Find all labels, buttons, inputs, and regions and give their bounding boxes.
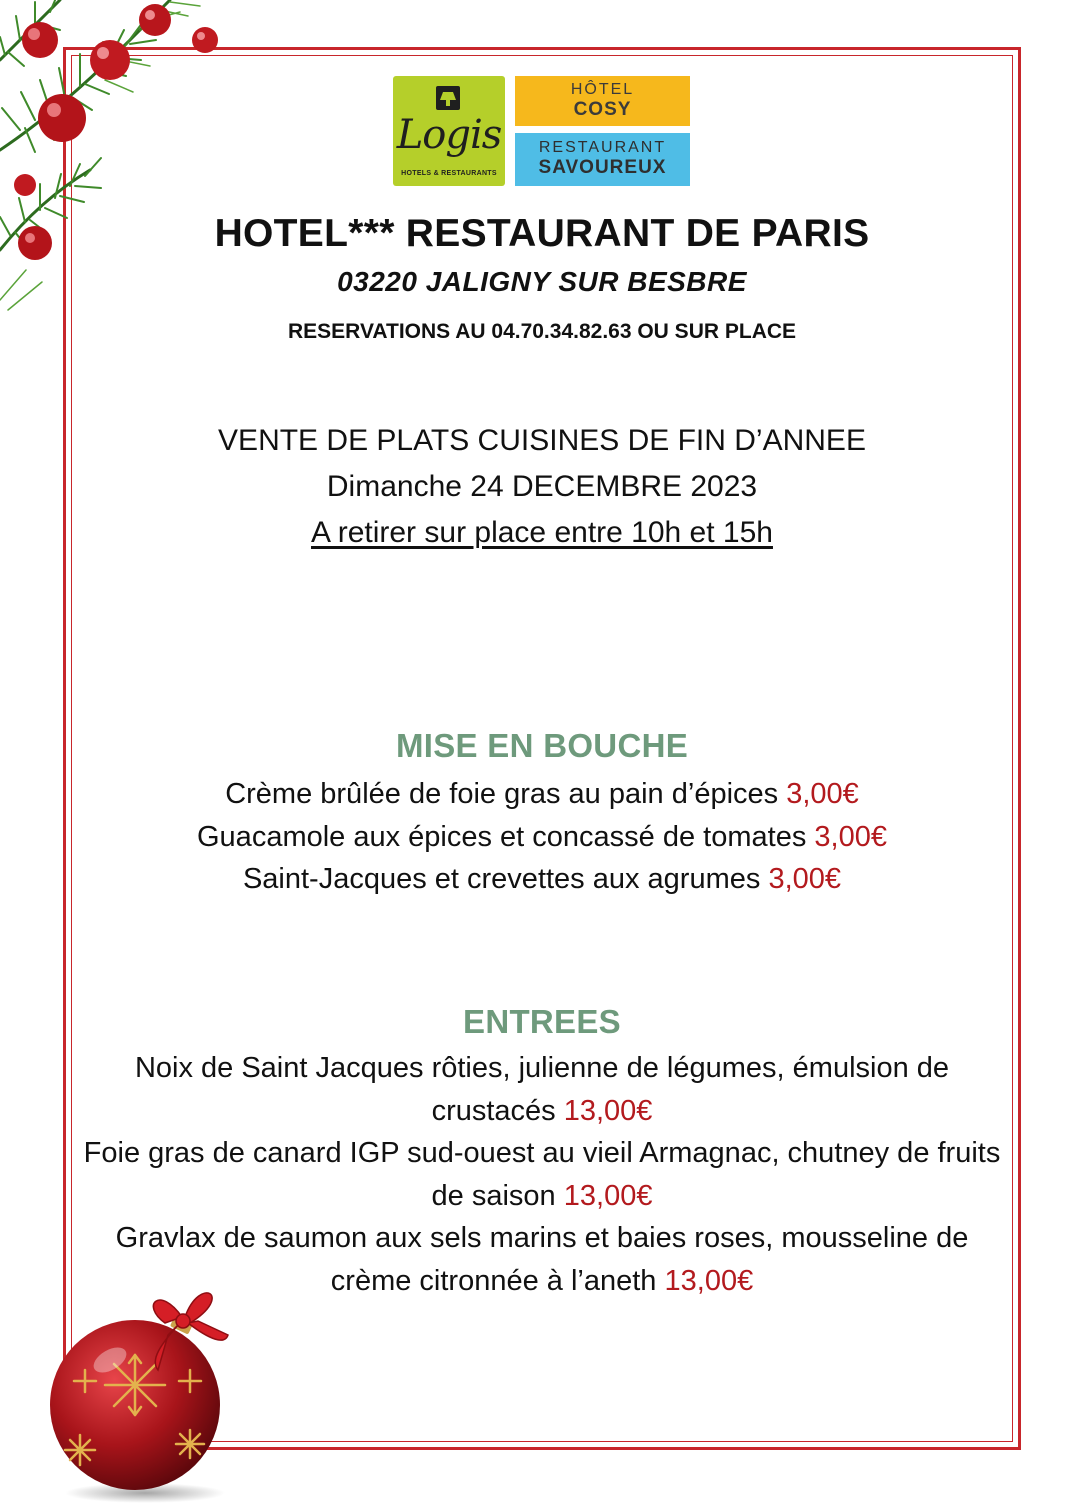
page-title: HOTEL*** RESTAURANT DE PARIS bbox=[214, 212, 870, 255]
menu-item bbox=[78, 1047, 1006, 1132]
menu-item-text: Guacamole aux épices et concassé de tomates bbox=[197, 820, 807, 853]
menu-item-text: Foie gras de canard IGP sud-ouest au vieil Armagnac, chutney de fruits de saison bbox=[83, 1137, 1001, 1212]
menu-item-price: 3,00€ bbox=[768, 863, 842, 895]
menu-item bbox=[70, 816, 1014, 859]
hotel-cosy-badge bbox=[515, 76, 690, 126]
menu-item bbox=[78, 1217, 1006, 1302]
section-title-entrees: ENTREES bbox=[463, 1003, 621, 1040]
pickup-info: A retirer sur place entre 10h et 15h bbox=[311, 516, 773, 549]
restaurant-savoureux-badge bbox=[515, 133, 690, 186]
logis-wordmark: Logis bbox=[396, 112, 502, 158]
restaurant-label: RESTAURANT bbox=[538, 139, 667, 156]
hotel-label: HÔTEL bbox=[570, 81, 635, 98]
lamp-icon bbox=[433, 84, 463, 114]
hotel-value: COSY bbox=[573, 99, 632, 120]
section-items-mise-en-bouche bbox=[70, 773, 1014, 901]
menu-item-price: 3,00€ bbox=[786, 778, 859, 810]
announcement-line1: VENTE DE PLATS CUISINES DE FIN D’ANNEE bbox=[218, 424, 866, 457]
address-city: 03220 JALIGNY SUR BESBRE bbox=[337, 266, 747, 297]
menu-item-text: Crème brûlée de foie gras au pain d’épices bbox=[225, 778, 779, 810]
announcement bbox=[70, 418, 1014, 556]
menu-item bbox=[78, 1132, 1006, 1217]
logis-tagline: HOTELS & RESTAURANTS bbox=[401, 170, 497, 177]
section-title-mise-en-bouche: MISE EN BOUCHE bbox=[395, 727, 689, 764]
menu-item-price: 13,00€ bbox=[563, 1179, 653, 1212]
menu-item-text: Noix de Saint Jacques rôties, julienne de légumes, émulsion de crustacés bbox=[134, 1052, 950, 1127]
announcement-date: Dimanche 24 DECEMBRE 2023 bbox=[326, 470, 758, 503]
menu-item-text: Gravlax de saumon aux sels marins et baies roses, mousseline de crème citronnée à l’aneth bbox=[115, 1222, 969, 1297]
menu-item-price: 13,00€ bbox=[563, 1094, 653, 1127]
menu-item-price: 13,00€ bbox=[664, 1264, 754, 1297]
reservation-info: RESERVATIONS AU 04.70.34.82.63 OU SUR PLACE bbox=[287, 320, 797, 343]
restaurant-value: SAVOUREUX bbox=[538, 157, 667, 178]
menu-item-text: Saint-Jacques et crevettes aux agrumes bbox=[242, 863, 761, 895]
menu-item bbox=[70, 773, 1014, 816]
logis-logo bbox=[393, 76, 505, 186]
menu-item-price: 3,00€ bbox=[814, 820, 887, 853]
section-items-entrees bbox=[78, 1047, 1006, 1302]
menu-item bbox=[70, 858, 1014, 901]
